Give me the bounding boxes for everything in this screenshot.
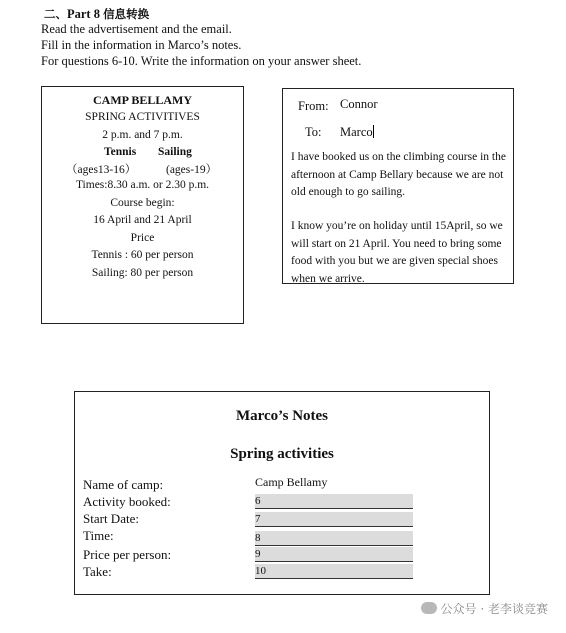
- watermark: [421, 600, 548, 617]
- notes-label-time: Time:: [83, 528, 114, 543]
- notes-subtitle: Spring activities: [230, 446, 334, 462]
- answer-blank-9[interactable]: [255, 547, 413, 562]
- email-to-field[interactable]: [340, 125, 374, 140]
- answer-blank-8[interactable]: [255, 531, 413, 546]
- answer-blank-10[interactable]: [255, 564, 413, 579]
- instruction-line-2: Fill in the information in Marco’s notes.: [41, 38, 242, 52]
- ad-activity-tennis: Tennis: [104, 146, 137, 158]
- email-from-label: From:: [298, 99, 329, 113]
- email-box: [282, 88, 514, 284]
- notes-label-activity: Activity booked:: [83, 494, 171, 509]
- wechat-icon: [421, 602, 437, 614]
- advertisement-box: [41, 86, 244, 324]
- ad-session-times: Times:8.30 a.m. or 2.30 p.m.: [75, 179, 210, 191]
- answer-blank-6[interactable]: [255, 494, 413, 509]
- instruction-line-3: For questions 6-10. Write the information on your answer sheet.: [41, 54, 362, 68]
- question-number-7: 7: [255, 513, 261, 525]
- ad-subtitle: SPRING ACTIVITIVES: [85, 111, 200, 123]
- question-number-10: 10: [255, 565, 266, 577]
- question-number-8: 8: [255, 532, 261, 544]
- ad-title: CAMP BELLAMY: [93, 93, 192, 107]
- question-number-9: 9: [255, 548, 261, 560]
- ad-price-sailing: Sailing: 80 per person: [91, 267, 194, 279]
- notes-label-camp-name: Name of camp:: [83, 477, 164, 492]
- ad-course-dates: 16 April and 21 April: [93, 214, 192, 226]
- notes-title: Marco’s Notes: [235, 408, 329, 424]
- ad-activity-sailing: Sailing: [158, 146, 192, 158]
- question-number-6: 6: [255, 495, 261, 507]
- email-from-value: Connor: [340, 97, 378, 111]
- email-to-value: Marco: [340, 125, 373, 139]
- answer-blank-7[interactable]: [255, 512, 413, 527]
- watermark-text: 公众号 · 老李谈竞赛: [440, 602, 548, 616]
- ad-price-tennis: Tennis : 60 per person: [91, 249, 194, 261]
- email-paragraph-2: I know you’re on holiday until 15April, so we will start on 21 April. You need to bring some food with you but we are given special shoes when we arrive.: [291, 220, 503, 285]
- notes-label-price: Price per person:: [83, 547, 172, 562]
- email-to-label: To:: [305, 125, 322, 139]
- section-heading: [44, 6, 149, 22]
- ad-ages-tennis: （ages13-16）: [66, 164, 137, 176]
- text-cursor: [373, 125, 374, 138]
- ad-ages-sailing: (ages-19）: [166, 164, 218, 176]
- notes-box: [74, 391, 490, 595]
- instruction-line-1: Read the advertisement and the email.: [41, 22, 232, 36]
- notes-value-camp-name: Camp Bellamy: [255, 475, 328, 489]
- notes-label-start-date: Start Date:: [83, 511, 139, 526]
- ad-times-line: 2 p.m. and 7 p.m.: [102, 129, 183, 141]
- ad-price-label: Price: [130, 232, 155, 244]
- notes-label-take: Take:: [83, 564, 112, 579]
- section-title: 信息转换: [103, 7, 150, 21]
- section-part: Part 8: [67, 7, 104, 21]
- ad-course-begin-label: Course begin:: [110, 197, 175, 209]
- email-paragraph-1: I have booked us on the climbing course in the afternoon at Camp Bellary because we are not old enough to go sailing.: [291, 151, 506, 198]
- section-prefix: 二、: [44, 7, 67, 21]
